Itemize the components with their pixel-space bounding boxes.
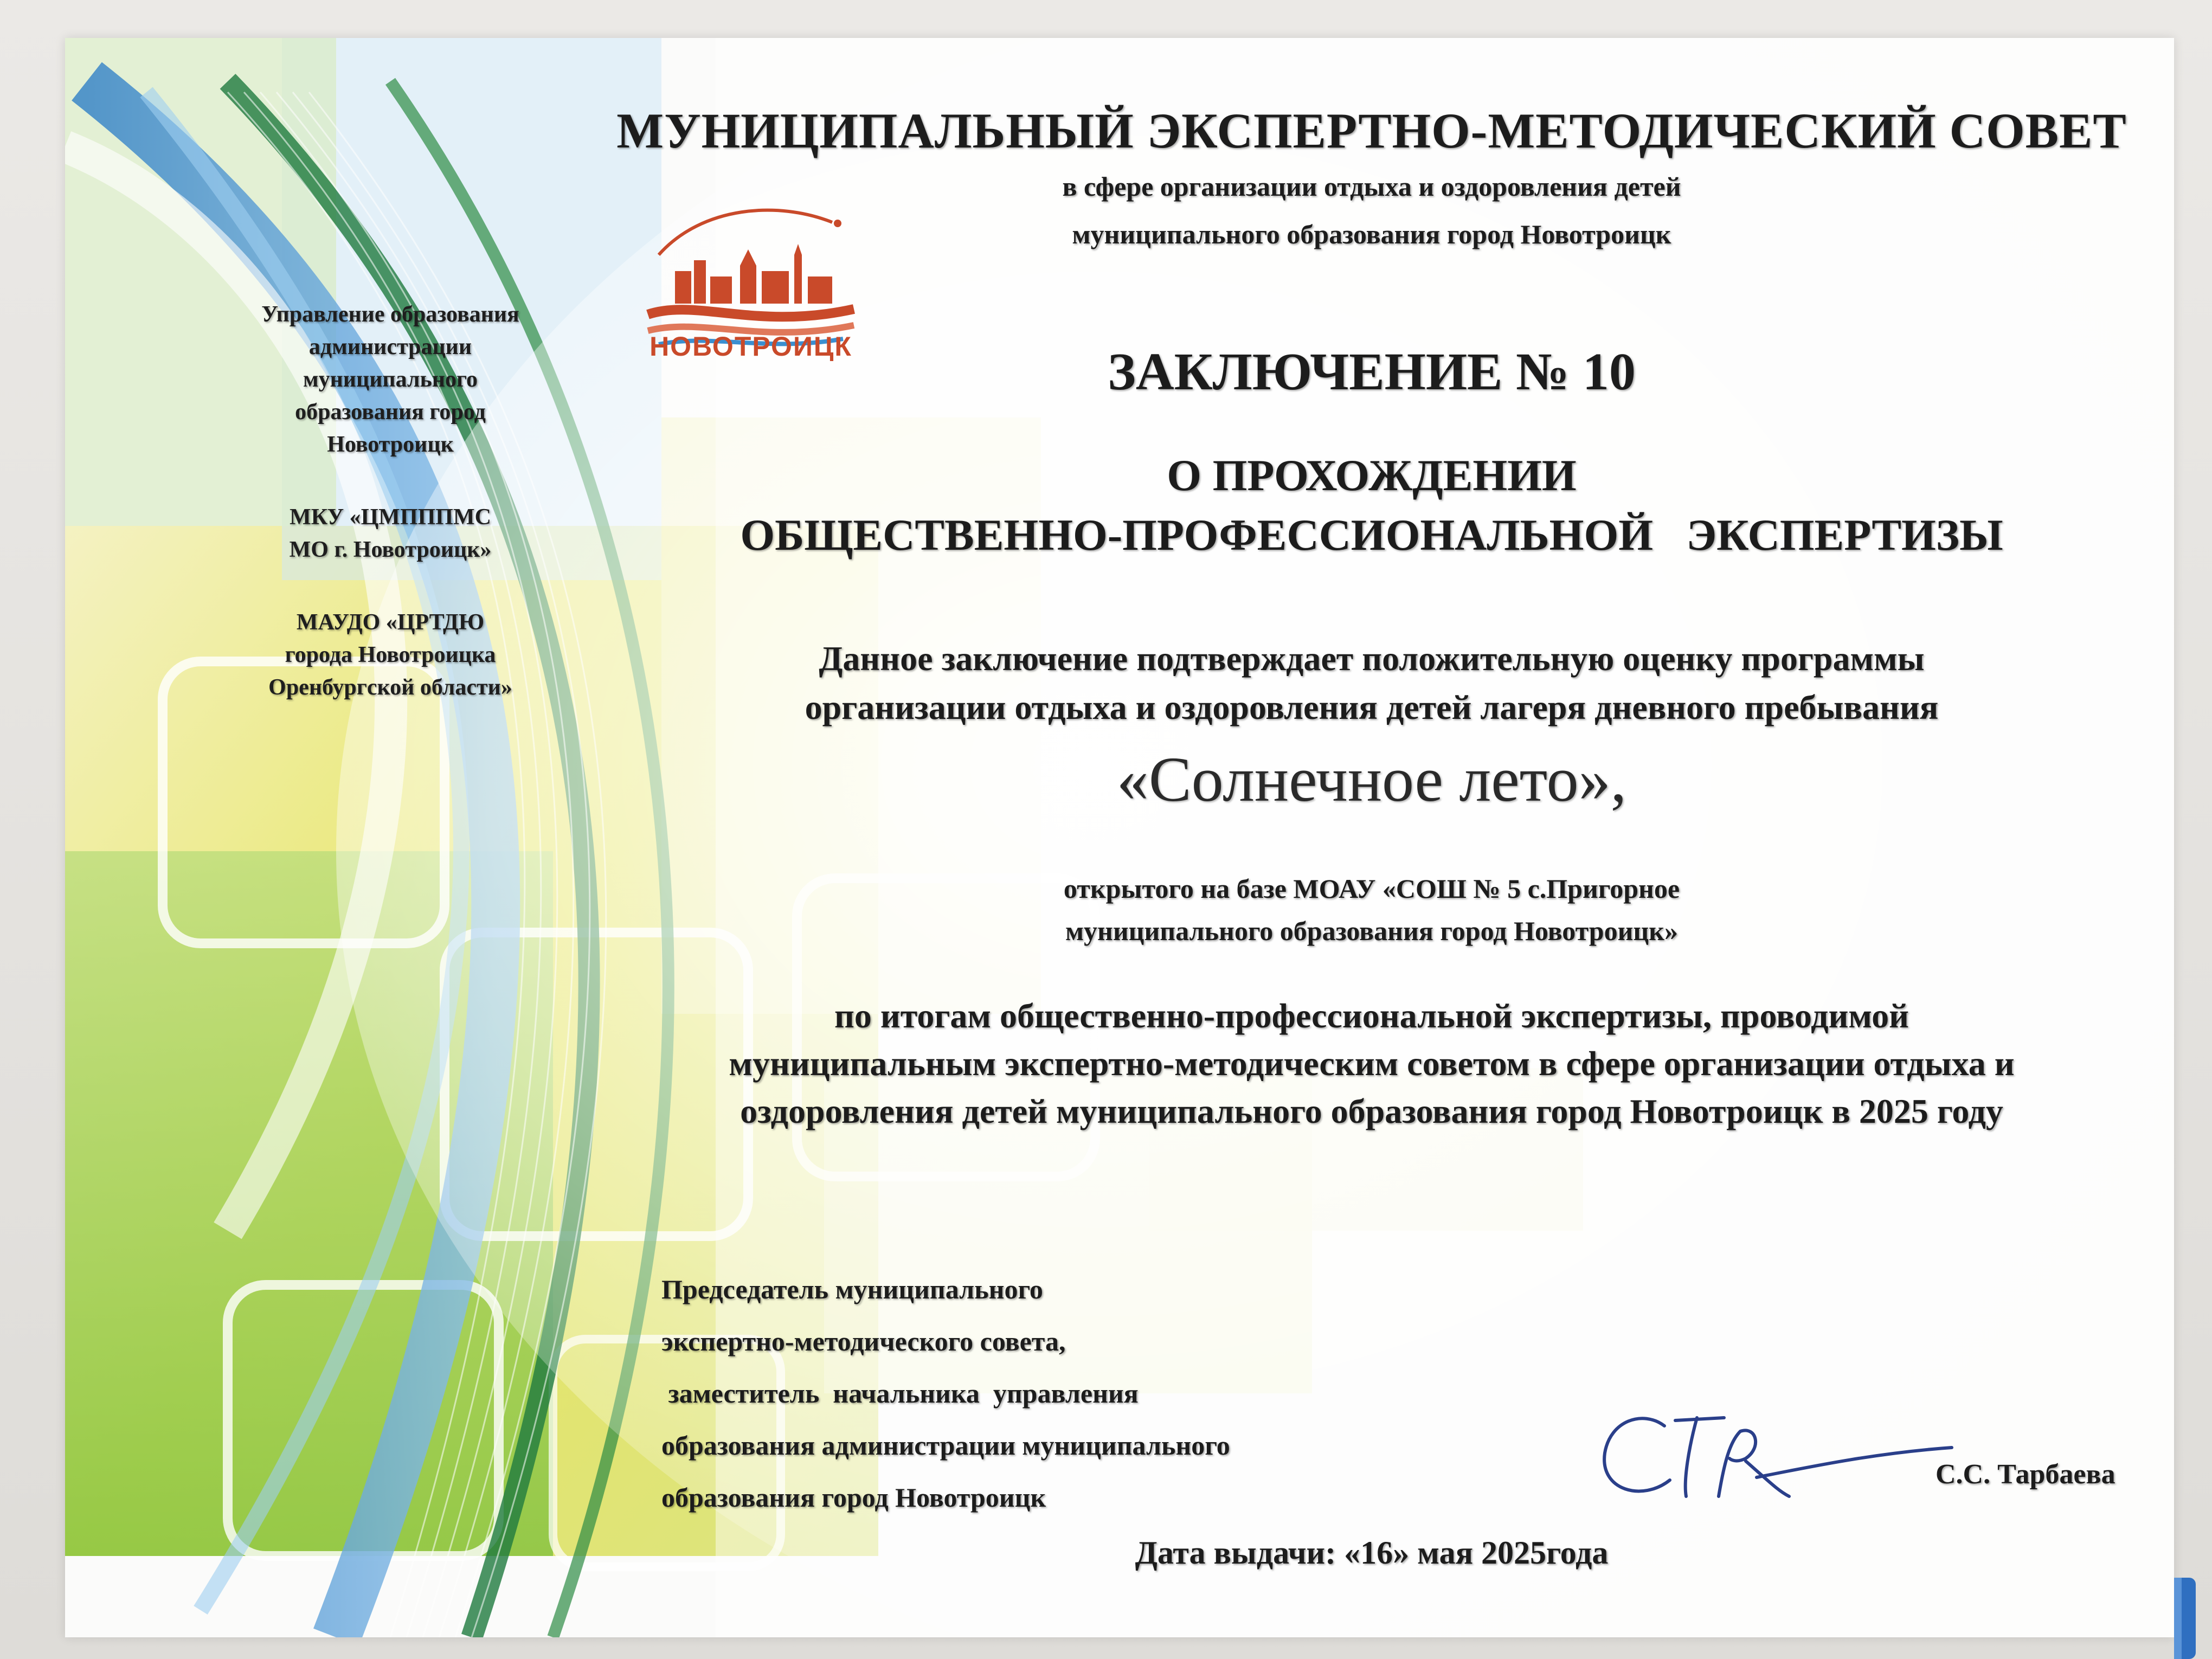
expertise-result-text: по итогам общественно-профессиональной экспертизы, проводимой муниципальным экспертно-методическим советом в сфере организации отдыха и оздоровления детей муниципального образования город Новотроицк в 2025 году [729,996,2015,1130]
issue-date: Дата выдачи: «16» мая 2025года [1135,1535,1609,1571]
certificate-sheet [65,38,2174,1637]
founder-mku: МКУ «ЦМПППМС МО г. Новотроицк» [289,505,492,562]
handwritten-signature-icon [1594,1388,1984,1529]
confirmation-text: Данное заключение подтверждает положительную оценку программы организации отдыха и оздоровления детей лагеря дневного пребывания [805,639,1939,726]
founders-column [163,298,618,744]
conclusion-about-line-2: ОБЩЕСТВЕННО-ПРОФЕССИОНАЛЬНОЙ ЭКСПЕРТИЗЫ [740,510,2003,560]
council-title: МУНИЦИПАЛЬНЫЙ ЭКСПЕРТНО-МЕТОДИЧЕСКИЙ СОВЕТ [616,103,2127,158]
council-subtitle: в сфере организации отдыха и оздоровления детей муниципального образования город Новотроицк [1062,171,1681,249]
signer-name: С.С. Тарбаева [1935,1459,2115,1490]
host-organization-text: открытого на базе МОАУ «СОШ № 5 с.Пригорное муниципального образования город Новотроицк» [1063,873,1680,946]
chair-position-text: Председатель муниципального экспертно-методического совета, заместитель начальника управления образования администрации муниципального образования город Новотроицк [661,1274,1230,1513]
logo-text: НОВОТРОИЦК [650,331,852,362]
founder-maudo: МАУДО «ЦРТДЮ города Новотроицка Оренбургской области» [268,610,512,700]
camp-name: «Солнечное лето», [1116,744,1627,815]
conclusion-about-line-1: О ПРОХОЖДЕНИИ [1167,451,1577,500]
pen-icon [2158,1578,2212,1659]
conclusion-number: ЗАКЛЮЧЕНИЕ № 10 [1108,343,1636,401]
founder-education-department: Управление образования администрации муниципального образования город Новотроицк [261,302,519,457]
